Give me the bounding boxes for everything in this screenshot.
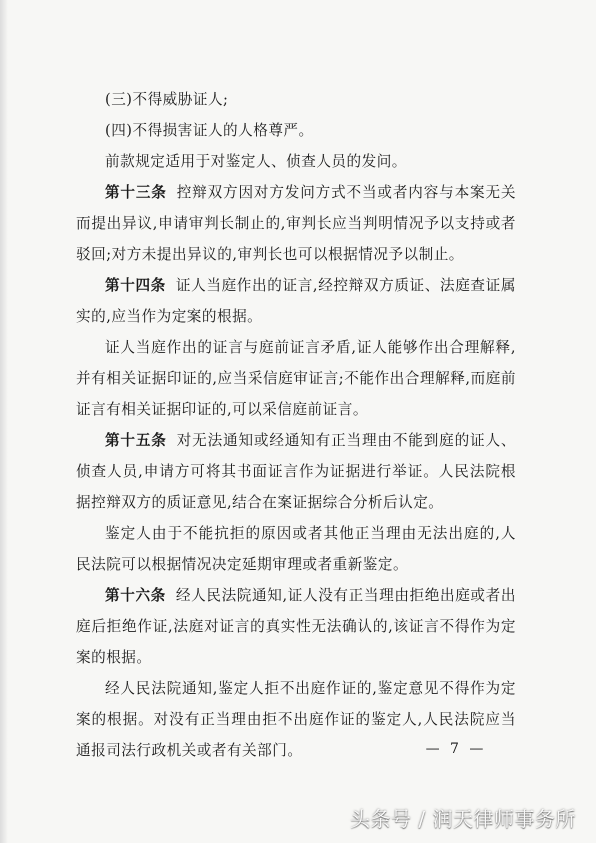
document-body [76,84,516,766]
watermark: 头条号 / 润天律师事务所 [350,807,576,831]
paragraph-item-3 [76,84,516,115]
article-heading: 第十五条 [105,432,167,449]
article-13 [76,177,516,270]
paragraph-text: 前款规定适用于对鉴定人、侦查人员的发问。 [105,153,407,170]
page-number: — 7 — [425,741,487,757]
article-text: 对无法通知或经通知有正当理由不能到庭的证人、侦查人员,申请方可将其书面证言作为证据进行举证。人民法院根据控辩双方的质证意见,结合在案证据综合分析后认定。 [76,432,516,511]
article-15 [76,425,516,518]
paragraph-text: 证人当庭作出的证言与庭前证言矛盾,证人能够作出合理解释,并有相关证据印证的,应当采信庭审证言;不能作出合理解释,而庭前证言有相关证据印证的,可以采信庭前证言。 [76,339,516,418]
scan-edge-shadow [0,0,8,843]
article-heading: 第十四条 [105,277,166,294]
paragraph-item-4 [76,115,516,146]
paragraph-text: (三)不得威胁证人; [105,91,229,108]
article-14-paragraph-2 [76,332,516,425]
article-text: 经人民法院通知,证人没有正当理由拒绝出庭或者出庭后拒绝作证,法庭对证言的真实性无法确认的,该证言不得作为定案的根据。 [76,587,516,666]
article-heading: 第十六条 [105,587,166,604]
paragraph-text: (四)不得损害证人的人格尊严。 [105,122,314,139]
article-16 [76,580,516,673]
paragraph-text: 鉴定人由于不能抗拒的原因或者其他正当理由无法出庭的,人民法院可以根据情况决定延期审理或者重新鉴定。 [76,525,516,573]
article-14 [76,270,516,332]
article-text: 控辩双方因对方发问方式不当或者内容与本案无关而提出异议,申请审判长制止的,审判长应当判明情况予以支持或者驳回;对方未提出异议的,审判长也可以根据情况予以制止。 [76,184,516,263]
paragraph-note [76,146,516,177]
article-text: 证人当庭作出的证言,经控辩双方质证、法庭查证属实的,应当作为定案的根据。 [76,277,516,325]
paragraph-text: 经人民法院通知,鉴定人拒不出庭作证的,鉴定意见不得作为定案的根据。对没有正当理由拒不出庭作证的鉴定人,人民法院应当通报司法行政机关或者有关部门。 [76,680,516,759]
article-15-paragraph-2 [76,518,516,580]
article-heading: 第十三条 [105,184,167,201]
